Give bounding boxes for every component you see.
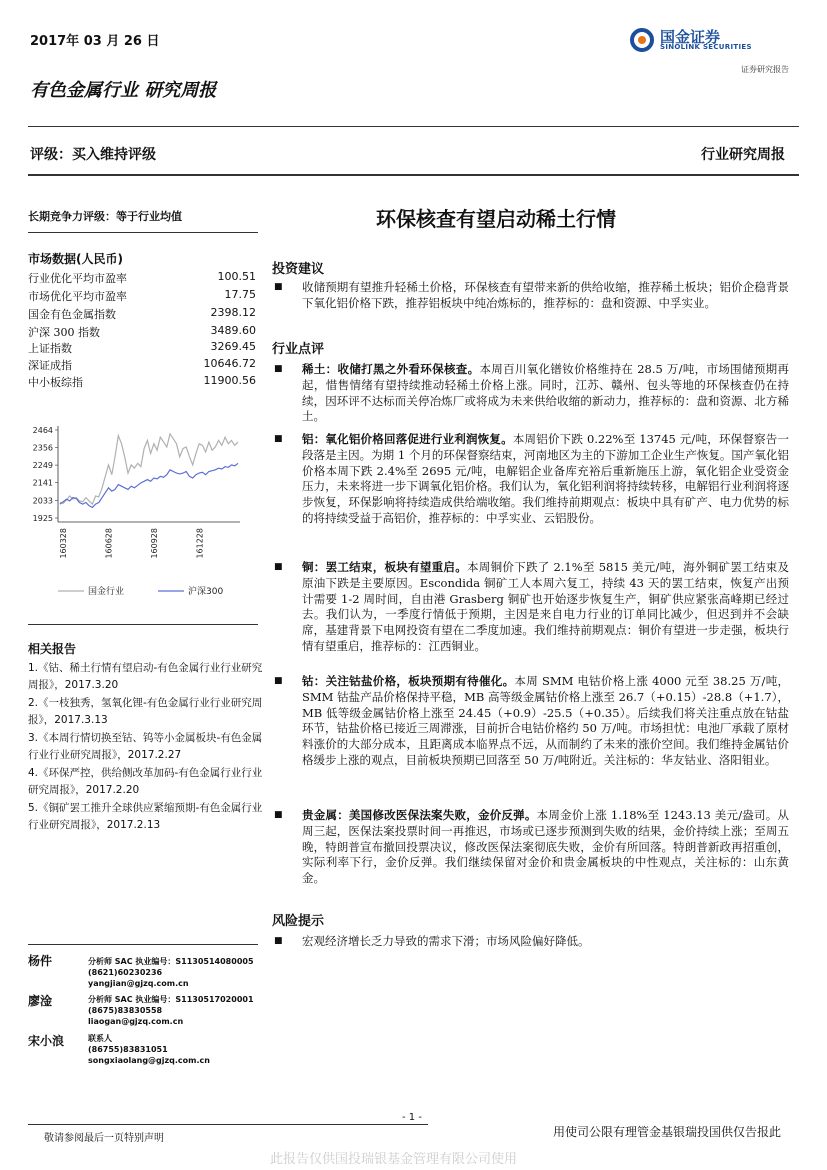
- main-title: 环保核查有望启动稀土行情: [376, 207, 616, 231]
- series-line-hs300: [60, 463, 238, 507]
- analyst-info: 分析师 SAC 执业编号：S1130517020001 (8675)83830558 liaogan@gjzq.com.cn: [88, 995, 254, 1026]
- market-data-row: 沪深 300 指数 3489.60: [28, 324, 256, 339]
- bullet-icon: ■: [274, 810, 283, 820]
- industry-item-copper: ■ 铜：罢工结束，板块有望重启。本周铜价下跌了 2.1%至 5815 美元/吨，海外铜矿罢工结束及原油下跌是主要原因。Escondida 铜矿工人本周六复工，持续 43 天的罢工结束，恢复产出预计需要 1-2 周时间，自由港 Grasberg 铜矿也开始逐步恢复生产，铜矿供应紧张高峰期已经过去。我们认为，一季度行情低于预期，主因是来自电力行业的订单同比减少，但迟到并不会缺席，基建背景下电网投资有望在二季度加速。我们维持前期观点：铜价有望进一步走强，板块行情有望重启，推荐标的：江西铜业。: [274, 560, 789, 653]
- related-report-item[interactable]: 4.《环保严控，供给侧改革加码-有色金属行业行业研究周报》，2017.2.20: [28, 767, 263, 796]
- footer-note: 用使司公限有理管金基银瑞投国供仅告报此: [552, 1125, 781, 1139]
- industry-title: 有色金属行业 研究周报: [30, 80, 217, 101]
- y-tick-label: 2356: [32, 443, 53, 453]
- market-data-row: 市场优化平均市盈率 17.75: [28, 288, 256, 303]
- y-tick-label: 2464: [32, 426, 53, 435]
- divider: [28, 232, 258, 233]
- market-data-title: 市场数据(人民币): [28, 252, 123, 266]
- analyst-name: 宋小浪: [28, 1034, 65, 1048]
- index-line-chart: [28, 416, 258, 606]
- bullet-icon: ■: [274, 434, 283, 444]
- logo-subtext: SINOLINK SECURITIES: [660, 43, 752, 51]
- legend-label: 国金行业: [88, 587, 125, 597]
- market-data-row: 上证指数 3269.45: [28, 340, 256, 355]
- bullet-icon: ■: [274, 364, 283, 374]
- market-data-row: 行业优化平均市盈率 100.51: [28, 270, 256, 285]
- divider: [28, 624, 258, 625]
- analyst-name: 廖淦: [28, 994, 53, 1008]
- report-category: 证券研究报告: [741, 65, 789, 74]
- invest-paragraph: ■ 收储预期有望推升轻稀土价格，环保核查有望带来新的供给收缩，推荐稀土板块；铝价企稳背景下氧化铝价格下跌，推荐铝板块中纯冶炼标的，推荐标的：盘和资源、中孚实业。: [274, 280, 789, 310]
- industry-item-aluminum: ■ 铝：氧化铝价格回落促进行业利润恢复。本周铝价下跌 0.22%至 13745 元/吨，环保督察告一段落是主因。为期 1 个月的环保督察结束，河南地区为主的下游加工企业生产恢复。国产氧化铝价格本周下跌 2.4%至 2695 元/吨，电解铝企业备库充裕后重新施压上游，氧化铝企业受资金压力，未来将进一步下调氧化铝价格。我们认为，氧化铝利润将持续转移，电解铝行业利润将逐步恢复，环保影响将持续造成供给端收缩。我们维持前期观点：板块中具有矿产、电力优势的标的将持续受益于高铝价，推荐标的：中孚实业、云铝股份。: [274, 432, 789, 525]
- long-term-rating: 长期竞争力评级：等于行业均值: [28, 210, 182, 223]
- bullet-icon: ■: [274, 282, 283, 292]
- bullet-icon: ■: [274, 562, 283, 572]
- bullet-icon: ■: [274, 676, 283, 686]
- divider: [28, 1124, 428, 1125]
- logo-icon: [630, 28, 654, 52]
- page-number: - 1 -: [402, 1112, 422, 1123]
- analyst-info: 分析师 SAC 执业编号：S1130514080005 (8621)60230236 yangjian@gjzq.com.cn: [88, 957, 254, 988]
- y-tick-label: 1925: [32, 514, 53, 523]
- divider: [28, 174, 799, 176]
- logo-text: 国金证券: [660, 28, 721, 46]
- market-data-row: 深证成指 10646.72: [28, 357, 256, 372]
- x-tick-label: 160928: [150, 528, 159, 559]
- bullet-icon: ■: [274, 936, 283, 946]
- report-date: 2017年 03 月 26 日: [30, 34, 160, 49]
- related-report-item[interactable]: 5.《铜矿罢工推升全球供应紧缩预期-有色金属行业行业研究周报》，2017.2.13: [28, 802, 263, 831]
- legend-label: 沪深300: [188, 587, 224, 597]
- industry-item-cobalt: ■ 钴：关注钴盐价格，板块预期有待催化。本周 SMM 电钴价格上涨 4000 元至 38.25 万/吨，SMM 钴盐产品价格保持平稳，MB 高等级金属钴价格上涨至 26.7（+0.15）-28.8（+1.7），MB 低等级金属钴价格上涨至 24.45（+0.9）-25.5（+0.35）。后续我们将关注重点放在钴盐环节，钴盐价格已接近三周滞涨，目前折合电钴价格约 50 万/吨。市场担忧：电池厂承载了原材料涨价的大部分成本，且距离成本临界点不远，从而制约了未来的涨价空间。我们维持金属钴价格缓步上涨的观点，目前板块预期已回落至 50 万/吨附近。关注标的：华友钴业、洛阳钼业。: [274, 674, 789, 767]
- section-title-risk: 风险提示: [272, 914, 325, 929]
- related-report-item[interactable]: 1.《钴、稀土行情有望启动-有色金属行业行业研究周报》，2017.3.20: [28, 662, 263, 691]
- market-data-row: 国金有色金属指数 2398.12: [28, 306, 256, 321]
- watermark: 此报告仅供国投瑞银基金管理有限公司使用: [270, 1152, 518, 1167]
- market-data-row: 中小板综指 11900.56: [28, 374, 256, 389]
- related-report-item[interactable]: 3.《本周行情切换至钴、钨等小金属板块-有色金属行业行业研究周报》，2017.2.27: [28, 732, 263, 761]
- section-title-invest: 投资建议: [272, 262, 325, 277]
- industry-item-precious-metals: ■ 贵金属：美国修改医保法案失败，金价反弹。本周金价上涨 1.18%至 1243.13 美元/盎司。从周三起，医保法案投票时间一再推迟，市场或已逐步预测到失败的结果，金价持续上涨；至周五晚，特朗普宣布撤回投票决议，修改医保法案彻底失败，金价有所回落。特朗普新政再招重创，实际利率下行，金价反弹。我们继续保留对金价和贵金属板块的中性观点，关注标的：山东黄金。: [274, 808, 790, 886]
- analyst-name: 杨件: [28, 954, 53, 968]
- risk-paragraph: ■ 宏观经济增长乏力导致的需求下滑；市场风险偏好降低。: [274, 934, 590, 948]
- analyst-info: 联系人 (86755)83831051 songxiaolang@gjzq.com.cn: [88, 1034, 210, 1065]
- series-line-industry: [60, 434, 238, 504]
- logo: [630, 26, 790, 56]
- report-type: 行业研究周报: [701, 147, 785, 163]
- x-tick-label: 160628: [104, 528, 114, 559]
- divider: [28, 944, 258, 945]
- footer-disclaimer: 敬请参阅最后一页特别声明: [44, 1133, 164, 1144]
- related-reports-title: 相关报告: [28, 642, 77, 656]
- industry-item-rare-earth: ■ 稀土：收储打黑之外看环保核查。本周百川氧化镨钕价格维持在 28.5 万/吨，市场围储预期再起，惜售情绪有望持续推动轻稀土价格上涨。同时，江苏、赣州、包头等地的环保核查仍在持续，因环评不达标而关停冶炼厂或将成为未来供给收缩的新动力，推荐标的：盘和资源、北方稀土。: [274, 362, 789, 424]
- section-title-industry: 行业点评: [272, 342, 325, 357]
- divider: [28, 126, 799, 127]
- y-tick-label: 2141: [32, 478, 53, 488]
- y-tick-label: 2249: [32, 461, 53, 471]
- y-tick-label: 2033: [32, 496, 53, 506]
- x-tick-label: 161228: [195, 528, 205, 559]
- rating: 评级：买入维持评级: [30, 147, 156, 163]
- related-report-item[interactable]: 2.《一枝独秀，氢氧化锂-有色金属行业行业研究周报》，2017.3.13: [28, 697, 263, 726]
- x-tick-label: 160328: [59, 528, 68, 559]
